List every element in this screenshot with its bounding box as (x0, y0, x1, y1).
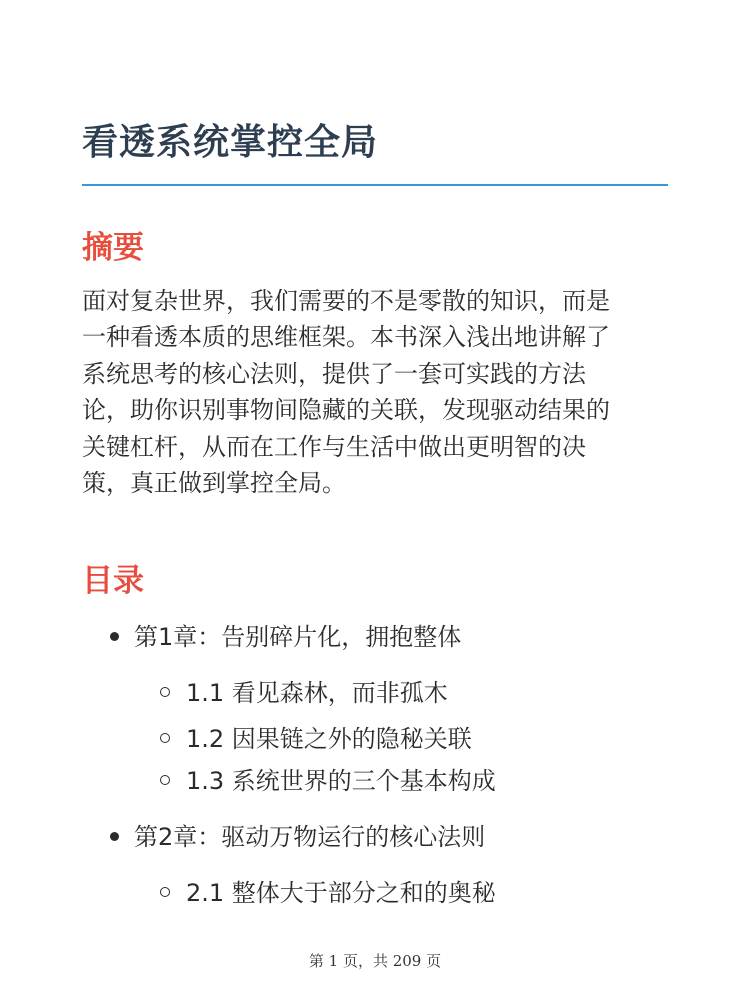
bullet-circle-icon (160, 887, 170, 897)
toc-section-1-2[interactable] (160, 724, 472, 754)
summary-line: 策，真正做到掌控全局。 (82, 469, 346, 498)
bullet-disc-icon (110, 832, 119, 841)
summary-line: 系统思考的核心法则，提供了一套可实践的方法 (82, 359, 586, 388)
summary-line: 关键杠杆，从而在工作与生活中做出更明智的决 (82, 432, 586, 461)
toc-chapter-label: 第1章：告别碎片化，拥抱整体 (134, 623, 462, 651)
toc-section-label: 1.2 因果链之外的隐秘关联 (186, 725, 472, 753)
toc-section-1-3[interactable] (160, 766, 496, 796)
toc-section-label: 1.1 看见森林，而非孤木 (186, 679, 448, 707)
book-title: 看透系统掌控全局 (82, 122, 379, 163)
bullet-disc-icon (110, 632, 119, 641)
bullet-circle-icon (160, 687, 170, 697)
toc-section-label: 2.1 整体大于部分之和的奥秘 (186, 879, 496, 907)
bullet-circle-icon (160, 775, 170, 785)
toc-chapter-label: 第2章：驱动万物运行的核心法则 (134, 823, 486, 851)
summary-line: 一种看透本质的思维框架。本书深入浅出地讲解了 (82, 323, 610, 352)
summary-line: 论，助你识别事物间隐藏的关联，发现驱动结果的 (82, 396, 610, 425)
toc-section-2-1[interactable] (160, 878, 496, 908)
toc-chapter-2[interactable] (110, 822, 485, 852)
summary-heading: 摘要 (82, 230, 144, 266)
toc-chapter-1[interactable] (110, 622, 461, 652)
toc-heading: 目录 (82, 563, 144, 599)
toc-section-label: 1.3 系统世界的三个基本构成 (186, 767, 496, 795)
bullet-circle-icon (160, 733, 170, 743)
summary-line: 面对复杂世界，我们需要的不是零散的知识，而是 (82, 287, 610, 315)
page-footer: 第 1 页，共 209 页 (308, 952, 442, 970)
summary-paragraph (82, 283, 672, 501)
title-divider (82, 184, 668, 186)
toc-section-1-1[interactable] (160, 678, 448, 708)
